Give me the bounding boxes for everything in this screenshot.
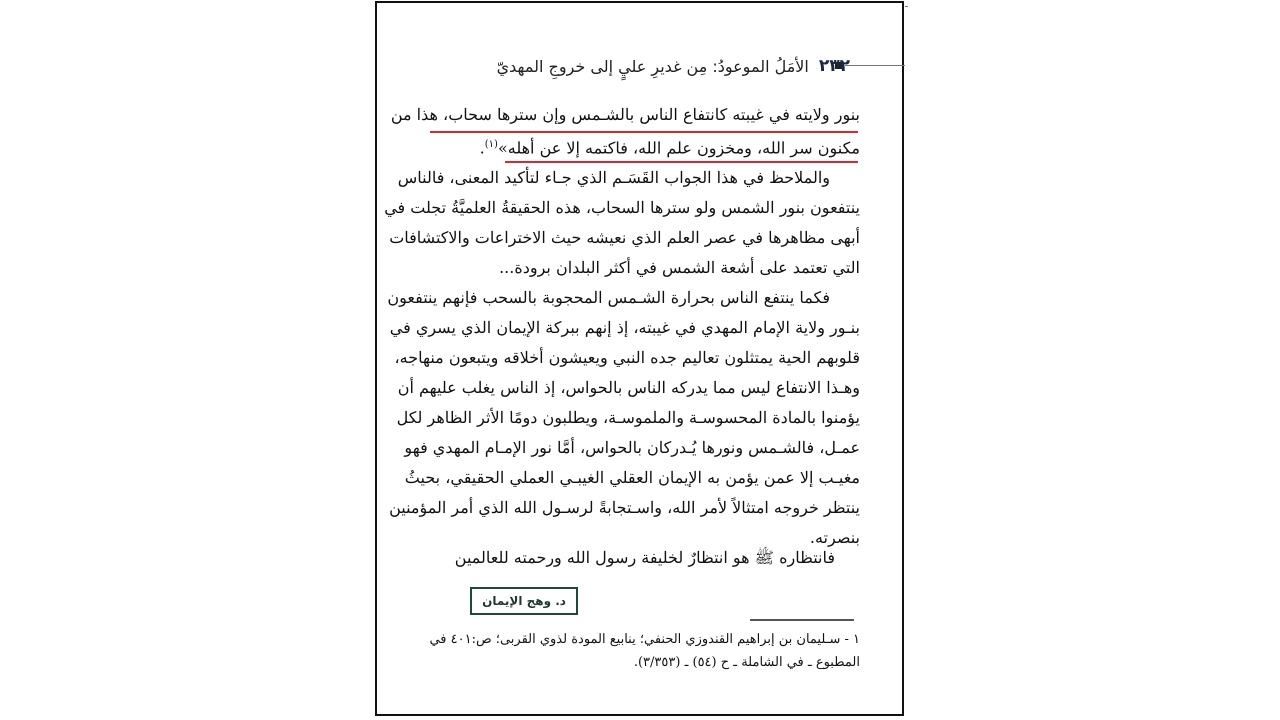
text-line: بنـور ولاية الإمام المهدي في غيبته، إذ إنهم ببركة الإيمان الذي يسري في — [389, 318, 860, 338]
text-line: بنور ولايته في غيبته كانتفاع الناس بالشـمس وإن سترها سحاب، هذا من — [390, 105, 860, 124]
text-line: بنصرته. — [809, 528, 860, 548]
footnotes — [420, 628, 860, 674]
author-signature: د. وهج الإيمان — [482, 594, 566, 608]
footnote-line: ١ - سـليمان بن إبراهيم القندوزي الحنفي؛ ينابيع المودة لذوي القربى؛ ص:٤٠١ في — [429, 632, 860, 647]
page-edge-tick — [905, 6, 908, 7]
text-line: ينتفعون بنور الشمس ولو سترها السحاب، هذه الحقيقةُ العلميَّةُ تجلت في — [384, 198, 860, 218]
footnote-line: المطبوع ـ في الشاملة ـ ح (٥٤) ـ (٣/٣٥٣). — [633, 655, 860, 670]
text-line: قلوبهم الحية يمتثلون تعاليم جده النبي ويعيشون أخلاقه ويتبعون منهاجه، — [394, 348, 860, 368]
author-signature-box — [470, 587, 578, 615]
running-header — [455, 52, 850, 80]
text-line: ينتظر خروجه امتثالاً لأمر الله، واسـتجابةً لرسـول الله الذي أمر المؤمنين — [389, 498, 860, 518]
text-line: التي تعتمد على أشعة الشمس في أكثر البلدان برودة... — [499, 258, 860, 278]
text-line: والملاحظ في هذا الجواب القَسَـم الذي جـاء لتأكيد المعنى، فالناس — [397, 168, 830, 188]
text-line: يؤمنوا بالمادة المحسوسـة والملموسـة، ويطلبون دومًا الأثر الظاهر لكل — [396, 408, 860, 428]
footnote-marker[interactable]: (١) — [484, 139, 498, 150]
body-text — [384, 100, 860, 553]
line-end-period: . — [479, 138, 485, 158]
running-title: الأمَلُ الموعودُ: مِن غديرِ عليٍ إلى خروجِ المهديّ — [496, 56, 809, 76]
text-line: عمـل، فالشـمس ونورها يُـدركان بالحواس، أمَّا نور الإمـام المهدي فهو — [404, 438, 860, 458]
text-line: فكما ينتفع الناس بحرارة الشـمس المحجوبة بالسحب فإنهم ينتفعون — [387, 288, 830, 308]
text-line: مغيـب إلا عمن يؤمن به الإيمان العقلي الغيبـي العملي الحقيقي، بحيثُ — [404, 468, 860, 488]
text-line: أبهى مظاهرها في عصر العلم الذي نعيشه حيث الاختراعات والاكتشافات — [389, 228, 860, 248]
closing-line: فانتظاره ﷺ هو انتظارٌ لخليفة رسول الله ورحمته للعالمين — [454, 548, 835, 567]
header-rule — [845, 65, 905, 66]
text-line-content: مكنون سر الله، ومخزون علم الله، فاكتمه إلا عن أهله» — [497, 138, 860, 158]
text-line: وهـذا الانتفاع ليس مما يدركه الناس بالحواس، إذ الناس يغلب عليهم أن — [397, 378, 860, 398]
text-line — [420, 130, 860, 163]
page-number: ٢٣٢ — [818, 56, 850, 76]
footnote-separator — [750, 619, 854, 621]
